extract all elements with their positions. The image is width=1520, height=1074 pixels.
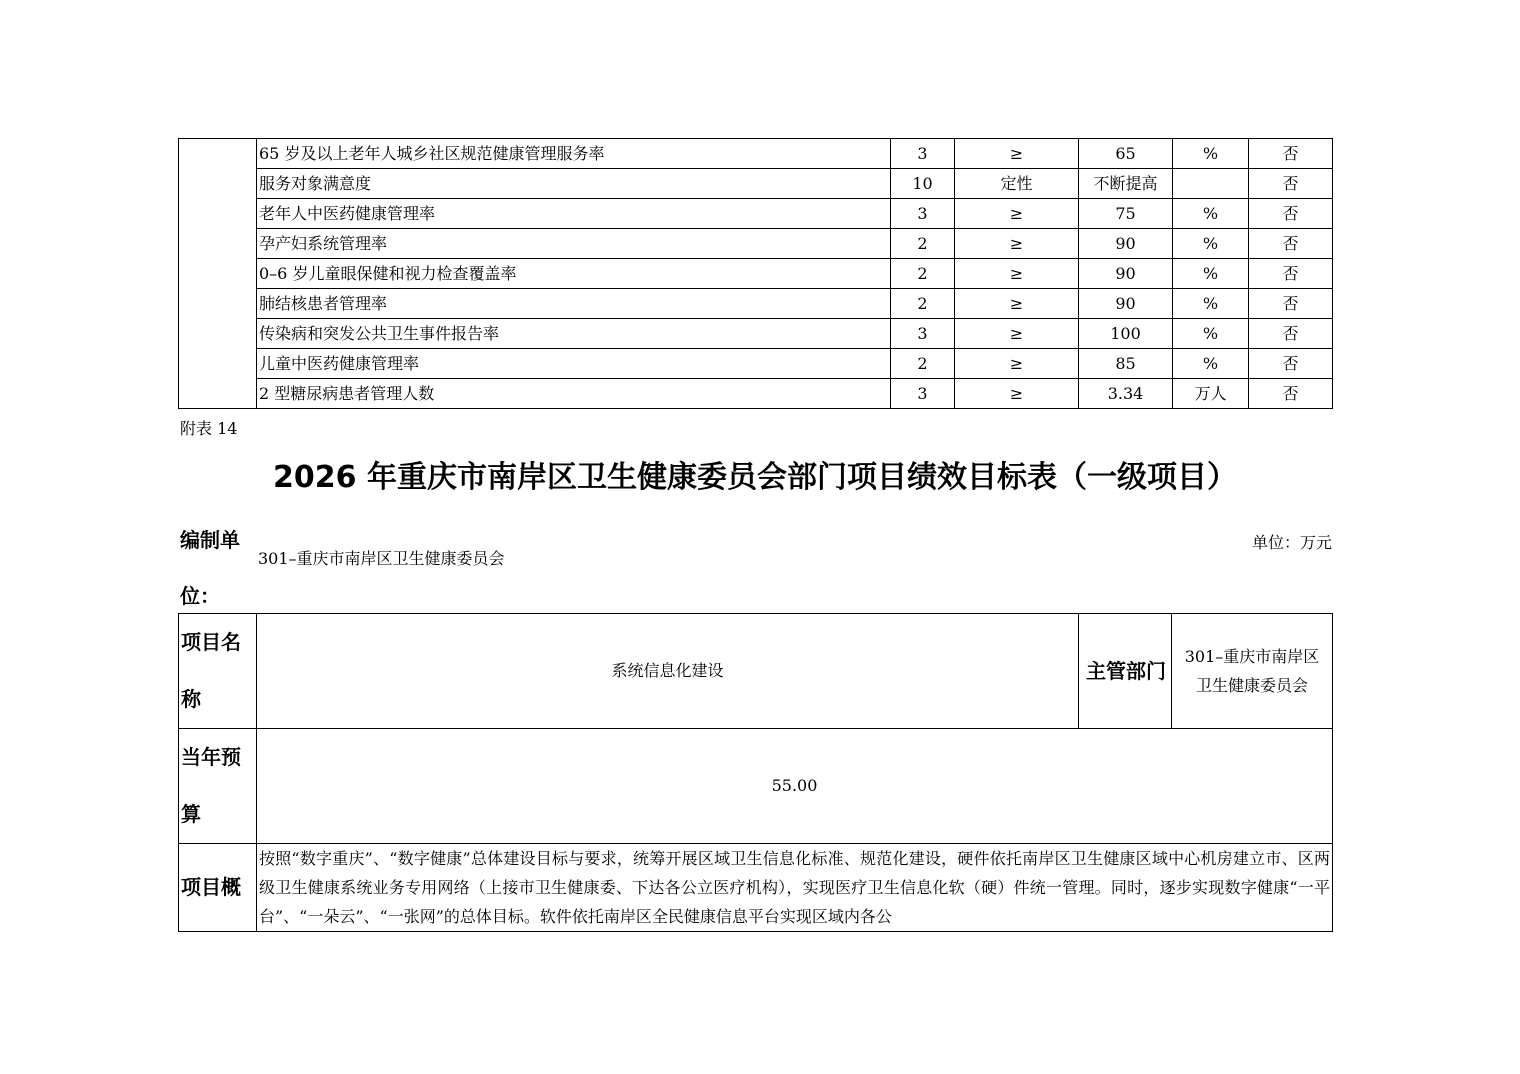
indicator-value: 不断提高 [1079, 169, 1173, 199]
indicator-weight: 2 [891, 349, 955, 379]
indicator-unit: % [1173, 319, 1249, 349]
indicator-unit: % [1173, 289, 1249, 319]
table-row [179, 349, 1333, 379]
indicator-name: 服务对象满意度 [257, 169, 891, 199]
category-cell [179, 139, 257, 409]
indicator-name: 孕产妇系统管理率 [257, 229, 891, 259]
indicator-operator: ≥ [955, 199, 1079, 229]
table-row [179, 199, 1333, 229]
appendix-label: 附表 14 [180, 419, 238, 438]
indicator-flag: 否 [1249, 349, 1333, 379]
indicator-value: 100 [1079, 319, 1173, 349]
indicator-unit: % [1173, 199, 1249, 229]
indicator-weight: 2 [891, 259, 955, 289]
indicator-unit: % [1173, 349, 1249, 379]
table-row [179, 169, 1333, 199]
indicator-value: 90 [1079, 229, 1173, 259]
indicator-unit: % [1173, 139, 1249, 169]
indicator-unit: % [1173, 229, 1249, 259]
indicator-flag: 否 [1249, 259, 1333, 289]
table-row [179, 139, 1333, 169]
indicator-weight: 2 [891, 289, 955, 319]
table-row [179, 259, 1333, 289]
compiling-unit-value: 301–重庆市南岸区卫生健康委员会 [258, 549, 505, 568]
table-row [179, 289, 1333, 319]
budget-row [179, 729, 1333, 844]
indicator-operator: 定性 [955, 169, 1079, 199]
indicator-operator: ≥ [955, 139, 1079, 169]
project-name-value: 系统信息化建设 [257, 614, 1079, 729]
indicator-name: 肺结核患者管理率 [257, 289, 891, 319]
table-row [179, 229, 1333, 259]
table-row [179, 319, 1333, 349]
indicator-operator: ≥ [955, 319, 1079, 349]
dept-value: 301–重庆市南岸区卫生健康委员会 [1172, 614, 1333, 729]
indicator-operator: ≥ [955, 259, 1079, 289]
indicator-name: 65 岁及以上老年人城乡社区规范健康管理服务率 [257, 139, 891, 169]
indicator-table [178, 138, 1333, 409]
indicator-value: 75 [1079, 199, 1173, 229]
indicator-name: 儿童中医药健康管理率 [257, 349, 891, 379]
indicator-name: 2 型糖尿病患者管理人数 [257, 379, 891, 409]
indicator-name: 老年人中医药健康管理率 [257, 199, 891, 229]
indicator-operator: ≥ [955, 379, 1079, 409]
indicator-weight: 3 [891, 139, 955, 169]
summary-label: 项目概 [179, 844, 257, 932]
indicator-flag: 否 [1249, 199, 1333, 229]
project-name-label: 项目名称 [179, 614, 257, 729]
indicator-operator: ≥ [955, 349, 1079, 379]
indicator-unit: % [1173, 259, 1249, 289]
indicator-flag: 否 [1249, 169, 1333, 199]
indicator-weight: 10 [891, 169, 955, 199]
indicator-unit: 万人 [1173, 379, 1249, 409]
indicator-flag: 否 [1249, 289, 1333, 319]
indicator-weight: 3 [891, 319, 955, 349]
indicator-operator: ≥ [955, 289, 1079, 319]
page-title: 2026 年重庆市南岸区卫生健康委员会部门项目绩效目标表（一级项目） [273, 460, 1237, 495]
compiling-unit-label: 编制单位： [180, 528, 240, 608]
indicator-value: 90 [1079, 289, 1173, 319]
indicator-name: 0–6 岁儿童眼保健和视力检查覆盖率 [257, 259, 891, 289]
indicator-value: 65 [1079, 139, 1173, 169]
indicator-weight: 2 [891, 229, 955, 259]
summary-row [179, 844, 1333, 932]
indicator-value: 3.34 [1079, 379, 1173, 409]
indicator-flag: 否 [1249, 229, 1333, 259]
budget-label: 当年预算 [179, 729, 257, 844]
indicator-flag: 否 [1249, 139, 1333, 169]
dept-label: 主管部门 [1079, 614, 1172, 729]
indicator-flag: 否 [1249, 379, 1333, 409]
indicator-flag: 否 [1249, 319, 1333, 349]
indicator-value: 85 [1079, 349, 1173, 379]
indicator-unit [1173, 169, 1249, 199]
project-name-row [179, 614, 1333, 729]
table-row [179, 379, 1333, 409]
summary-value: 按照“数字重庆”、“数字健康”总体建设目标与要求，统筹开展区域卫生信息化标准、规范化建设，硬件依托南岸区卫生健康区域中心机房建立市、区两级卫生健康系统业务专用网络（上接市卫生健康委、下达各公立医疗机构），实现医疗卫生信息化软（硬）件统一管理。同时，逐步实现数字健康“一平台”、“一朵云”、“一张网”的总体目标。软件依托南岸区全民健康信息平台实现区域内各公 [257, 844, 1333, 932]
indicator-name: 传染病和突发公共卫生事件报告率 [257, 319, 891, 349]
indicator-value: 90 [1079, 259, 1173, 289]
money-unit-label: 单位：万元 [1251, 533, 1332, 552]
project-table [178, 613, 1333, 932]
indicator-weight: 3 [891, 199, 955, 229]
indicator-weight: 3 [891, 379, 955, 409]
indicator-operator: ≥ [955, 229, 1079, 259]
budget-value: 55.00 [257, 729, 1333, 844]
